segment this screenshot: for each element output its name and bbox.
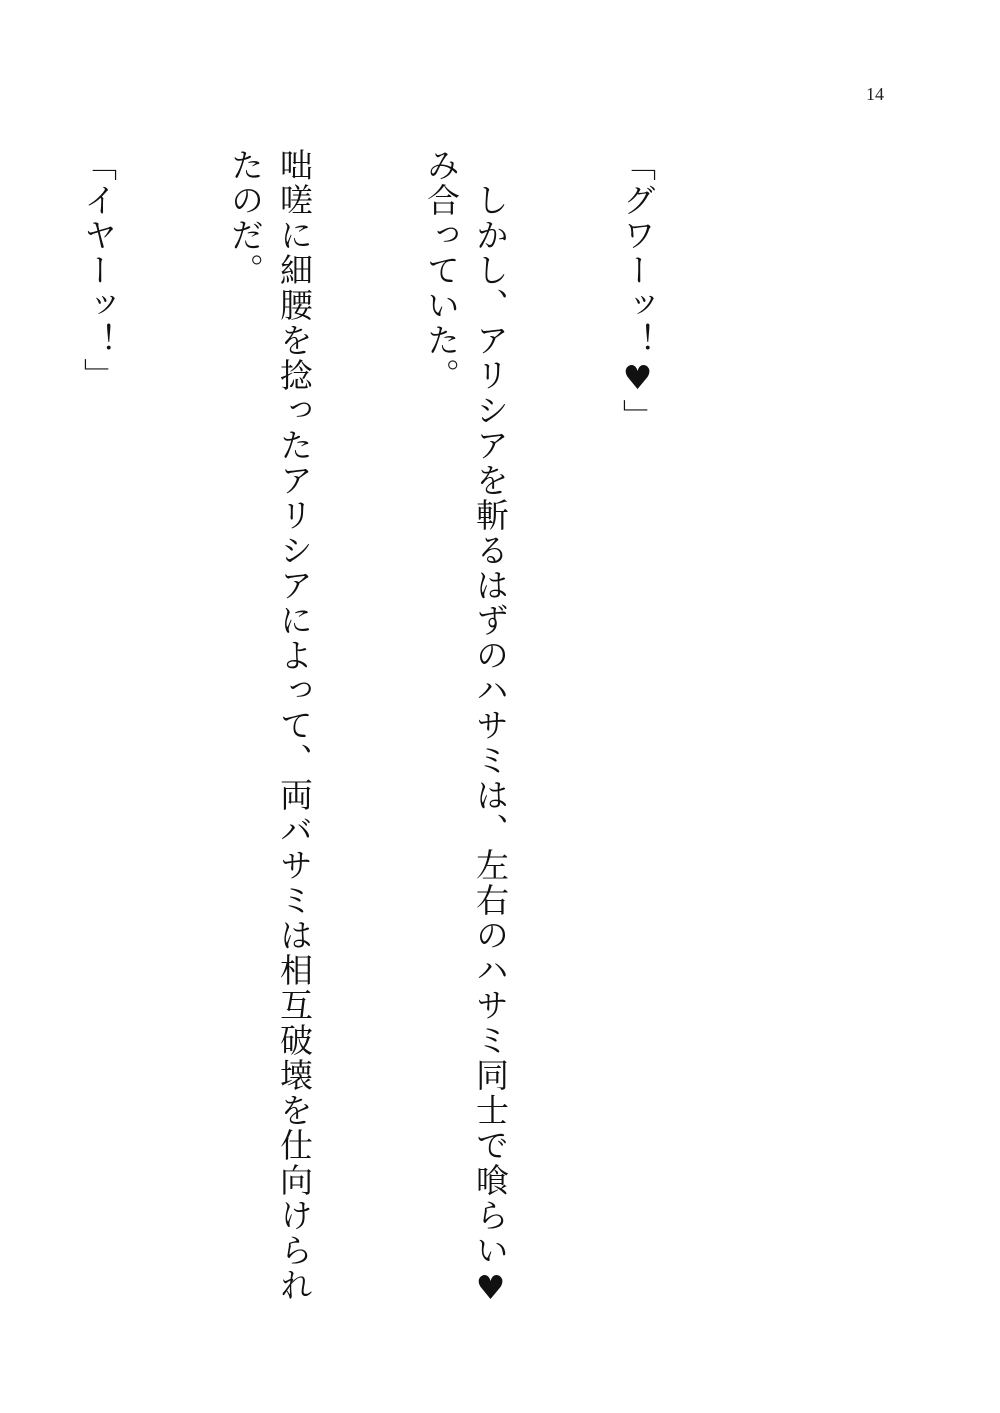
page-number: 14 [866, 84, 884, 104]
text-line: しかし、アリシアを斬るはずのハサミは、左右のハサミ同士で喰らい♥み合っていた。 [422, 148, 510, 1309]
text-line: 「イヤーッ！」 [79, 148, 118, 393]
vertical-text-block [79, 148, 760, 1328]
text-line: 「グワーッ！♥」 [618, 148, 657, 434]
text-line: 咄嗟に細腰を捻ったアリシアによって、両バサミは相互破壊を仕向けられたのだ。 [226, 148, 314, 1303]
